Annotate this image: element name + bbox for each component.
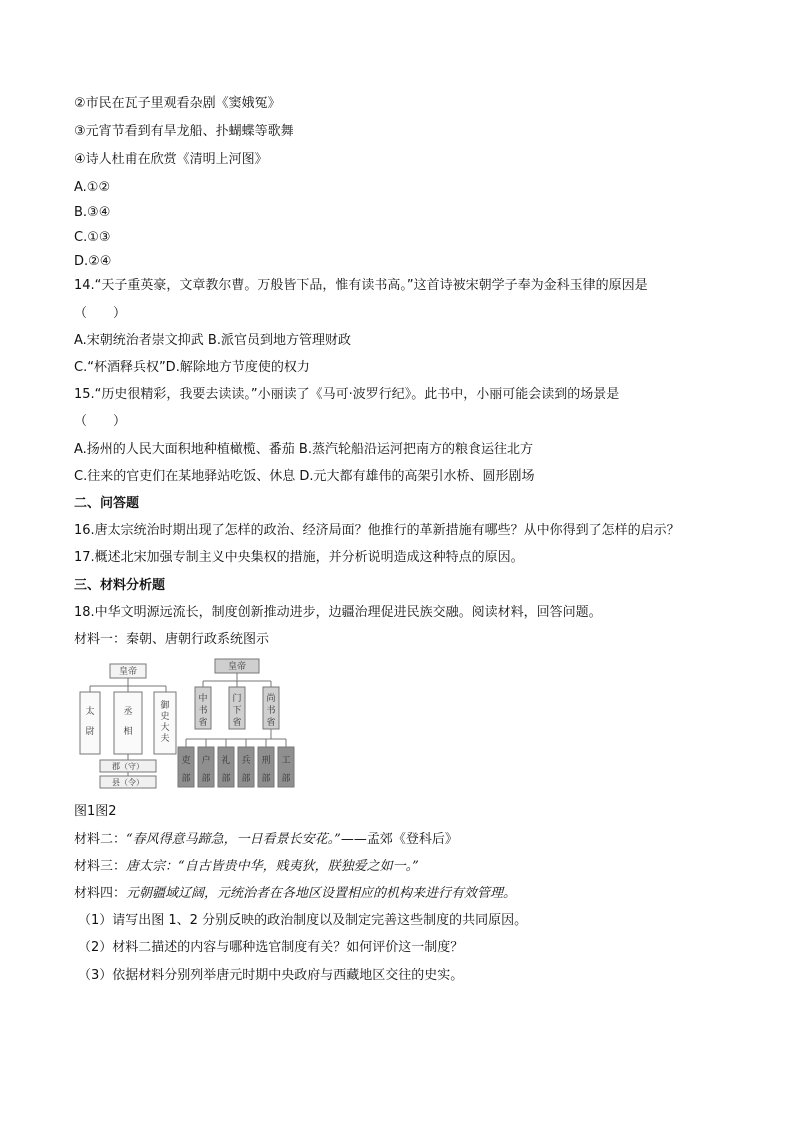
material3-text: 唐太宗：“自古皆贵中华，贱夷狄，朕独爱之如一。” [126, 859, 419, 874]
q14-stem: 14.“天子重英豪，文章教尔曹。万般皆下品，惟有读书高。”这首诗被宋朝学子奉为金科玉律的原因是 [74, 278, 648, 293]
fig2-bu5-c1: 刑 [261, 756, 271, 766]
fig2-bu4-c2: 部 [241, 774, 251, 784]
material3 [74, 858, 419, 876]
fig2-sheng3-c1: 尚 [266, 694, 276, 704]
fig2-bu6-c1: 工 [281, 756, 291, 766]
fig2-bu2-c1: 户 [201, 756, 211, 766]
q14-paren: （ ） [74, 306, 127, 321]
fig1-chengxiang-box [114, 692, 142, 754]
q13-choice-a: A.①② [74, 180, 111, 195]
fig2-bu1-c2: 部 [181, 774, 191, 784]
fig2-sheng2-c1: 门 [232, 694, 242, 704]
fig2-sheng2-c3: 省 [232, 718, 242, 728]
q15-stem: 15.“历史很精彩，我要去读读。”小丽读了《马可·波罗行纪》。此书中，小丽可能会读到的场景是 [74, 387, 620, 402]
fig2-sheng2-c2: 下 [232, 706, 242, 716]
material2-source: ——孟郊《登科后》 [340, 832, 458, 847]
figure-1-qin-diagram [78, 662, 178, 790]
section2-heading: 二、问答题 [74, 496, 140, 511]
fig1-taiwei-box [80, 692, 100, 754]
fig2-sheng1-c3: 省 [198, 718, 208, 728]
q13-option-3: ③元宵节看到有旱龙船、扑蝴蝶等歌舞 [74, 124, 294, 139]
fig2-bu2-c2: 部 [201, 774, 211, 784]
fig2-bu5-c2: 部 [261, 774, 271, 784]
figure-caption: 图1图2 [74, 804, 117, 819]
figure-2-tang-diagram [175, 657, 297, 791]
fig2-top-label: 皇帝 [227, 662, 247, 672]
fig2-bu3-c1: 礼 [221, 756, 231, 766]
q18-sub3: （3）依据材料分别列举唐元时期中央政府与西藏地区交往的史实。 [78, 968, 464, 983]
fig2-sheng3-c2: 书 [266, 706, 276, 716]
material4-text: 元朝疆域辽阔，元统治者在各地区设置相应的机构来进行有效管理。 [126, 886, 517, 901]
q17: 17.概述北宋加强专制主义中央集权的措施，并分析说明造成这种特点的原因。 [74, 550, 524, 565]
q13-choice-c: C.①③ [74, 230, 111, 245]
q18-sub1: （1）请写出图 1、2 分别反映的政治制度以及制定完善这些制度的共同原因。 [78, 913, 528, 928]
fig1-jun-label: 郡（守） [112, 762, 144, 771]
q15-choice-ab: A.扬州的人民大面积地种植橄榄、番茄 B.蒸汽轮船沿运河把南方的粮食运往北方 [74, 442, 533, 457]
material2-label: 材料二： [74, 832, 127, 847]
fig1-top-label: 皇帝 [118, 667, 138, 677]
fig1-left-1: 太 [85, 707, 95, 717]
fig1-mid-1: 丞 [123, 707, 133, 717]
fig2-bu1-c1: 吏 [181, 756, 191, 766]
material3-label: 材料三： [74, 859, 127, 874]
q13-choice-d: D.②④ [74, 254, 112, 269]
fig2-sheng1-c1: 中 [198, 694, 208, 704]
fig2-bu6-c2: 部 [281, 774, 291, 784]
fig1-mid-2: 相 [123, 727, 133, 737]
fig1-right-3: 大 [160, 723, 170, 733]
q13-option-2: ②市民在瓦子里观看杂剧《窦娥冤》 [74, 96, 281, 111]
material4 [74, 885, 516, 903]
material1: 材料一：秦朝、唐朝行政系统图示 [74, 632, 270, 647]
q18: 18.中华文明源远流长，制度创新推动进步，边疆治理促进民族交融。阅读材料，回答问题。 [74, 605, 602, 620]
section3-heading: 三、材料分析题 [74, 578, 166, 593]
fig2-bu3-c2: 部 [221, 774, 231, 784]
fig2-sheng3-c3: 省 [266, 718, 276, 728]
q13-choice-b: B.③④ [74, 205, 111, 220]
fig1-right-4: 夫 [160, 734, 170, 744]
fig1-right-2: 史 [160, 712, 170, 722]
fig1-xian-label: 县（令） [112, 778, 144, 787]
q15-choice-cd: C.往来的官吏们在某地驿站吃饭、休息 D.元大都有雄伟的高架引水桥、圆形剧场 [74, 469, 535, 484]
q13-option-4: ④诗人杜甫在欣赏《清明上河图》 [74, 152, 268, 167]
material4-label: 材料四： [74, 886, 127, 901]
q15-paren: （ ） [74, 414, 127, 429]
material2 [74, 831, 458, 849]
q16: 16.唐太宗统治时期出现了怎样的政治、经济局面？他推行的革新措施有哪些？从中你得到了怎样的启示？ [74, 523, 680, 538]
fig2-sheng1-c2: 书 [198, 706, 208, 716]
q14-choice-cd: C.“杯酒释兵权”D.解除地方节度使的权力 [74, 360, 310, 375]
material2-text: “春风得意马蹄急，一日看景长安花。” [126, 832, 341, 847]
fig1-left-2: 尉 [85, 727, 95, 737]
q14-choice-ab: A.宋朝统治者崇文抑武 B.派官员到地方管理财政 [74, 333, 351, 348]
q18-sub2: （2）材料二描述的内容与哪种选官制度有关？如何评价这一制度？ [78, 940, 464, 955]
fig1-right-1: 御 [160, 701, 170, 711]
fig2-bu4-c1: 兵 [241, 756, 251, 766]
